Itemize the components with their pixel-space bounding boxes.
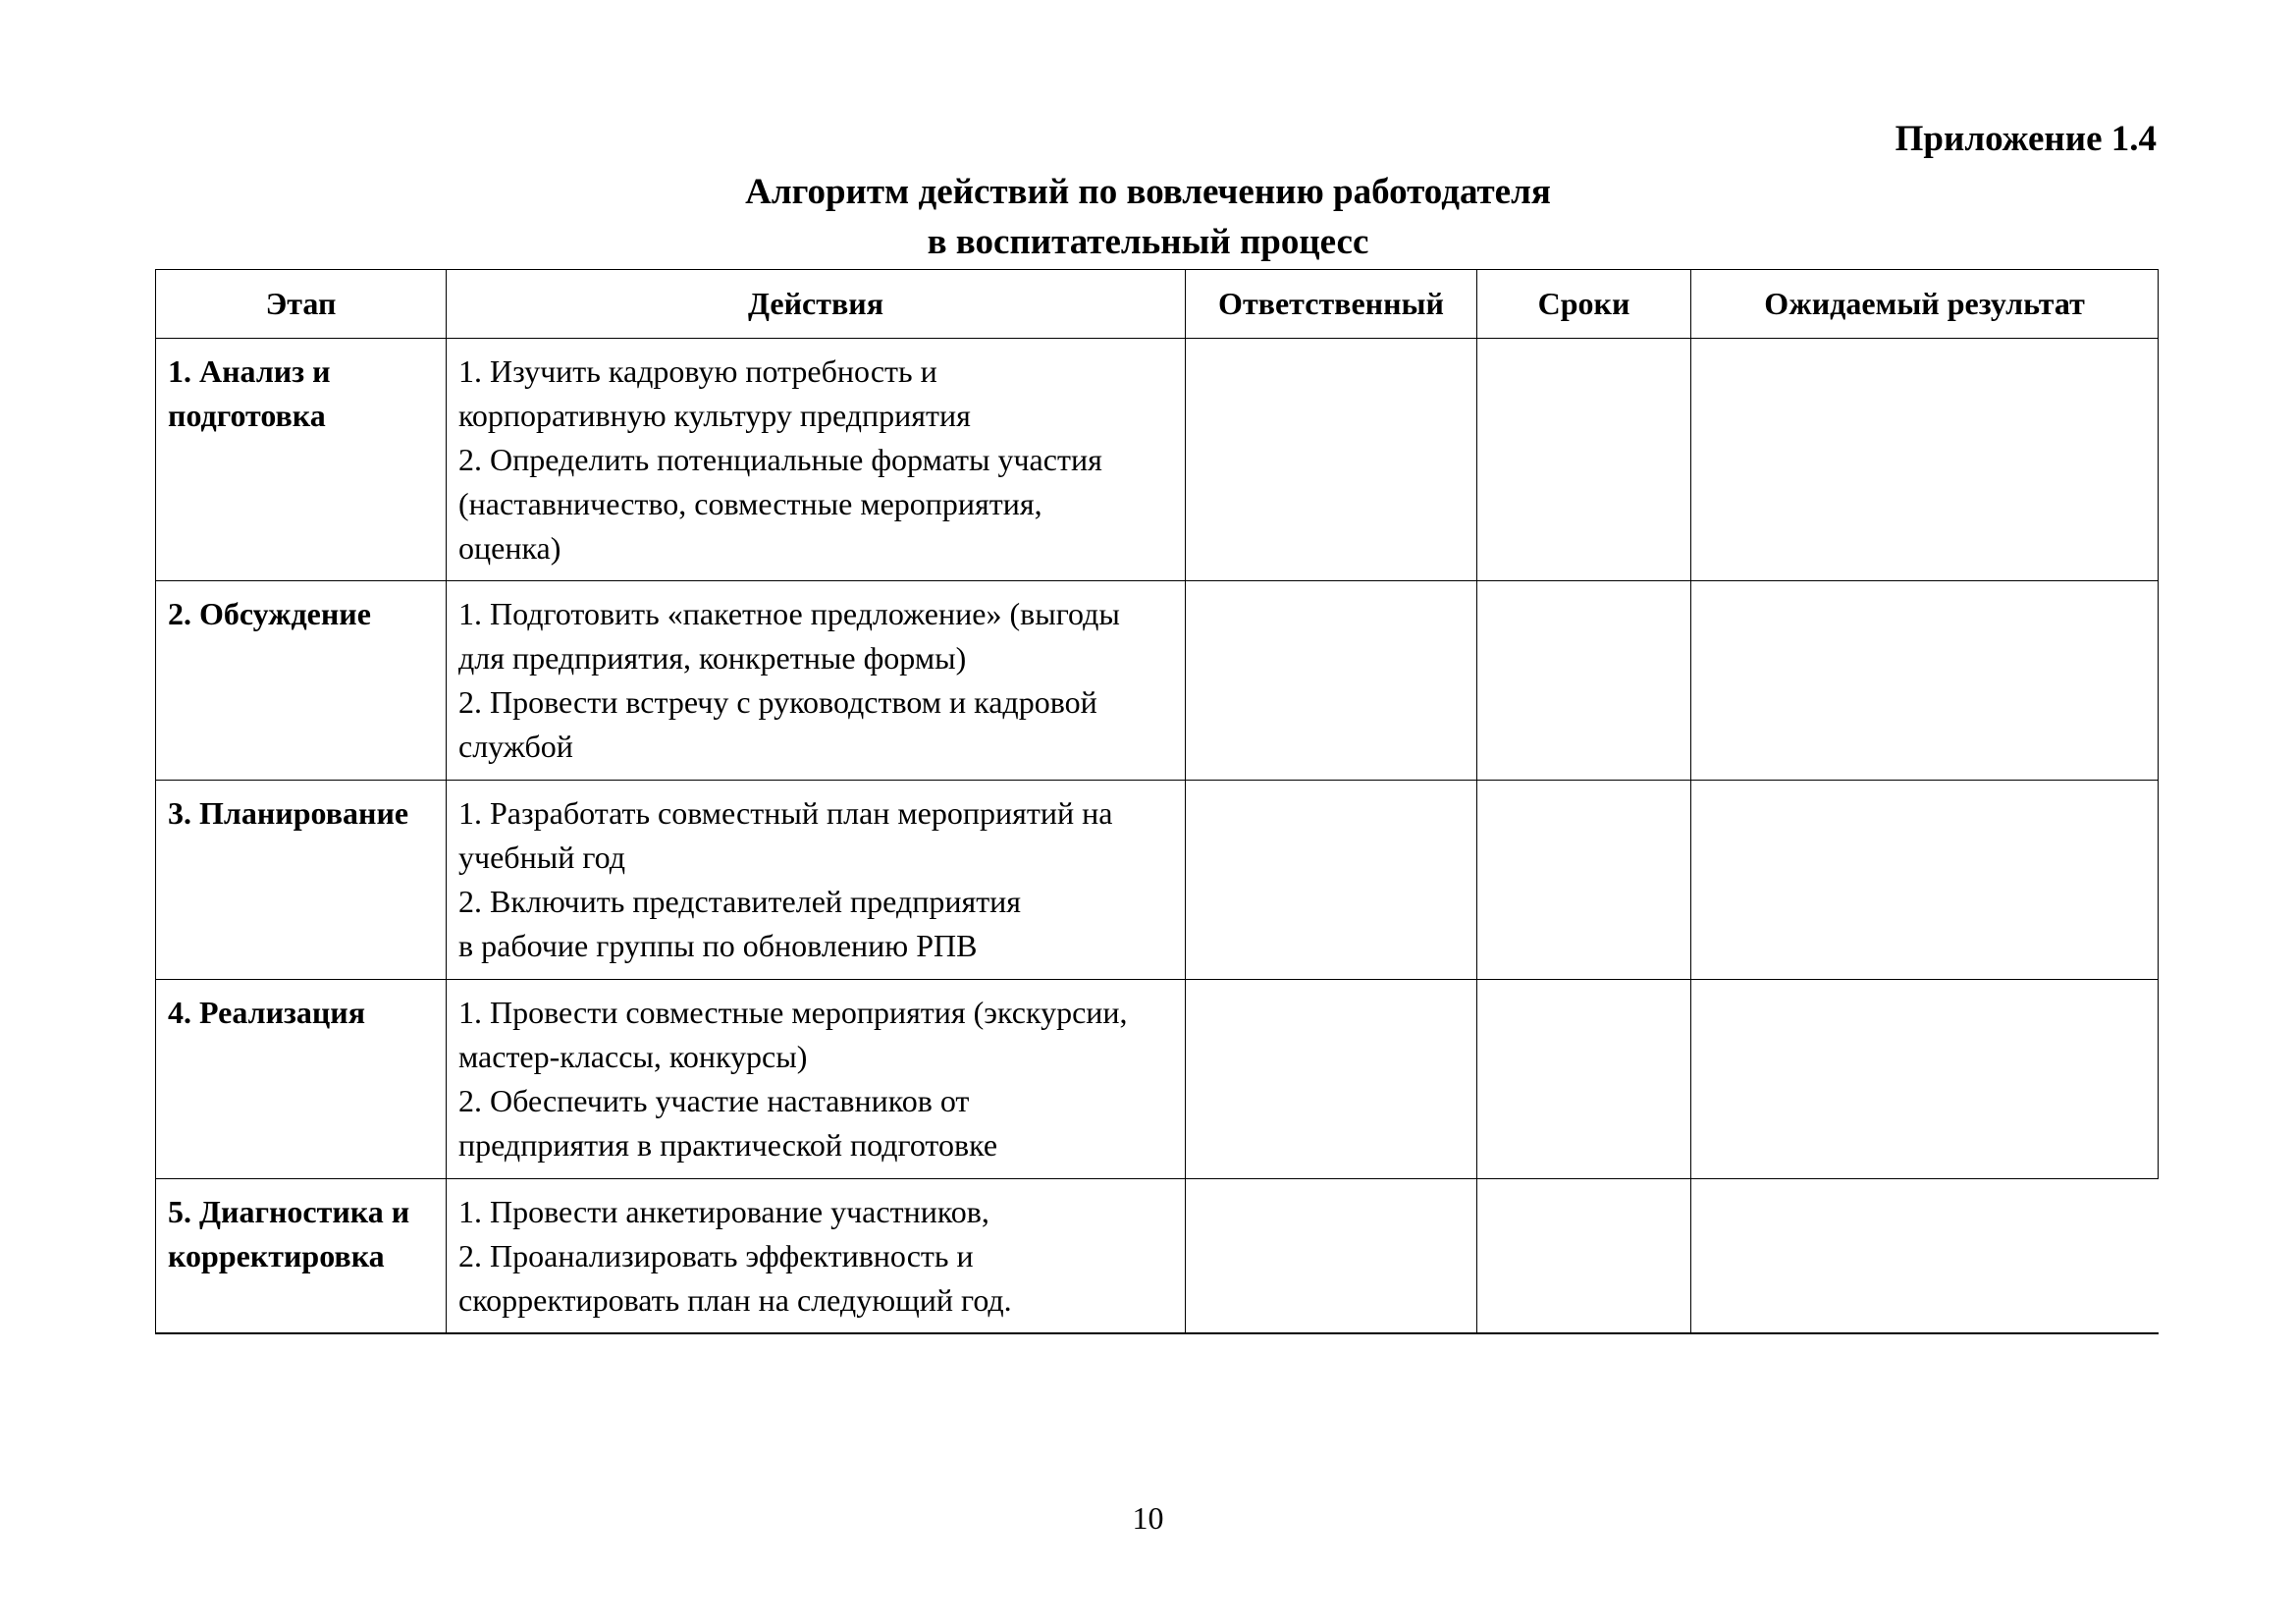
header-actions: Действия [447,270,1186,339]
stage-line: 5. Диагностика и [168,1194,410,1229]
expected-result-cell [1691,581,2159,781]
action-line: 2. Обеспечить участие наставников от [458,1083,970,1118]
action-line: корпоративную культуру предприятия [458,398,971,433]
table-row [156,980,2159,1179]
action-line: оценка) [458,530,561,566]
responsible-cell [1186,980,1477,1179]
responsible-cell [1186,339,1477,581]
action-line: 2. Проанализировать эффективность и [458,1238,974,1273]
action-line: 1. Провести анкетирование участников, [458,1194,989,1229]
responsible-cell [1186,1179,1477,1333]
header-terms: Сроки [1477,270,1691,339]
action-line: 1. Изучить кадровую потребность и [458,353,937,389]
terms-cell [1477,1179,1691,1333]
table-row [156,581,2159,781]
action-line: 2. Определить потенциальные форматы участия [458,442,1102,477]
actions-cell [447,980,1186,1179]
action-plan-table [155,269,2159,1334]
stage-line: подготовка [168,398,326,433]
action-line: в рабочие группы по обновлению РПВ [458,928,978,963]
actions-cell [447,1179,1186,1333]
action-line: службой [458,729,573,764]
header-stage: Этап [156,270,447,339]
stage-cell [156,581,447,781]
document-title [0,167,2296,267]
appendix-label: Приложение 1.4 [1895,119,2157,159]
action-line: 1. Разработать совместный план мероприятий на [458,795,1113,831]
action-line: для предприятия, конкретные формы) [458,640,967,676]
document-title-line-2: в воспитательный процесс [927,222,1369,262]
terms-cell [1477,581,1691,781]
header-expected-result: Ожидаемый результат [1691,270,2159,339]
responsible-cell [1186,781,1477,980]
stage-cell [156,980,447,1179]
document-title-line-1: Алгоритм действий по вовлечению работодателя [745,172,1551,212]
header-responsible: Ответственный [1186,270,1477,339]
expected-result-cell [1691,1179,2159,1333]
stage-line: 4. Реализация [168,995,366,1030]
terms-cell [1477,339,1691,581]
action-line: скорректировать план на следующий год. [458,1282,1012,1318]
expected-result-cell [1691,339,2159,581]
expected-result-cell [1691,980,2159,1179]
page-number: 10 [1132,1500,1164,1536]
table-row [156,781,2159,980]
actions-cell [447,339,1186,581]
stage-line: 2. Обсуждение [168,596,371,631]
action-line: мастер-классы, конкурсы) [458,1039,808,1074]
action-line: предприятия в практической подготовке [458,1127,998,1163]
stage-cell [156,1179,447,1333]
terms-cell [1477,781,1691,980]
terms-cell [1477,980,1691,1179]
actions-cell [447,781,1186,980]
table-header-row [156,270,2159,339]
table-row [156,339,2159,581]
expected-result-cell [1691,781,2159,980]
action-line: учебный год [458,839,626,875]
action-line: 2. Включить представителей предприятия [458,884,1022,919]
action-line: 2. Провести встречу с руководством и кадровой [458,684,1097,720]
action-line: (наставничество, совместные мероприятия, [458,486,1042,521]
stage-line: корректировка [168,1238,385,1273]
stage-cell [156,339,447,581]
stage-line: 1. Анализ и [168,353,331,389]
action-line: 1. Провести совместные мероприятия (экскурсии, [458,995,1128,1030]
stage-cell [156,781,447,980]
table-row [156,1179,2159,1333]
responsible-cell [1186,581,1477,781]
action-line: 1. Подготовить «пакетное предложение» (выгоды [458,596,1120,631]
stage-line: 3. Планирование [168,795,409,831]
actions-cell [447,581,1186,781]
